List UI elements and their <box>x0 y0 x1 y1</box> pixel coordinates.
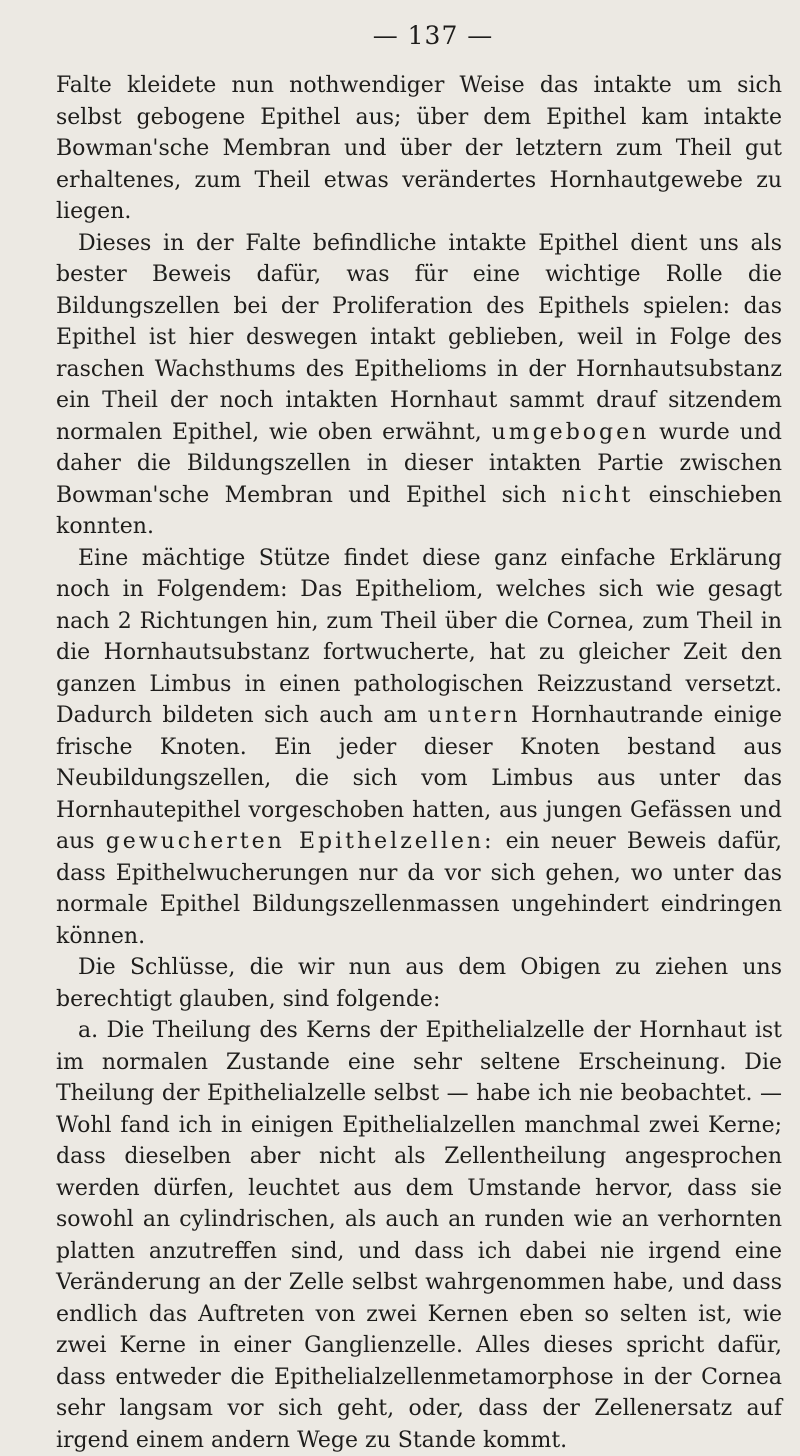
body-text <box>56 70 782 1456</box>
page-number: — 137 — <box>372 21 494 50</box>
paragraph-2 <box>56 228 782 543</box>
conclusion-item-a: a. Die Theilung des Kerns der Epithelialzelle der Hornhaut ist im normalen Zustande eine sehr seltene Erscheinung. Die Theilung der Epithelialzelle selbst — habe ich nie beobachtet. — Wohl fand ich in einigen Epithelialzellen manchmal zwei Kerne; dass dieselben aber nicht als Zellentheilung angesprochen werden dürfen, leuchtet aus dem Umstande hervor, dass sie sowohl an cylindrischen, als auch an runden wie an verhornten platten anzutreffen sind, und dass ich dabei nie irgend eine Veränderung an der Zelle selbst wahrgenommen habe, und dass endlich das Auftreten von zwei Kernen eben so selten ist, wie zwei Kerne in einer Ganglienzelle. Alles dieses spricht dafür, dass entweder die Epithelialzellenmetamorphose in der Cornea sehr langsam vor sich geht, oder, dass der Zellenersatz auf irgend einem andern Wege zu Stande kommt. <box>56 1018 782 1453</box>
paragraph-2-text-a: Dieses in der Falte befindliche intakte Epithel dient uns als bester Beweis dafür, was für eine wichtige Rolle die Bildungszellen bei der Proliferation des Epithels spielen: das Epithel ist hier deswegen intakt geblieben, weil in Folge des raschen Wachsthums des Epithelioms in der Hornhautsubstanz ein Theil der noch intakten Hornhaut sammt drauf sitzendem normalen Epithel, wie oben erwähnt, <box>56 230 782 445</box>
paragraph-3-text-c: ein neuer Beweis dafür, dass Epithelwucherungen nur da vor sich gehen, wo unter das normale Epithel Bildungszellenmassen ungehindert eindringen können. <box>56 829 782 949</box>
paragraph-3-text-a: Eine mächtige Stütze findet diese ganz einfache Erklärung noch in Folgendem: Das Epitheliom, welches sich wie gesagt nach 2 Richtungen hin, zum Theil über die Cornea, zum Theil in die Hornhautsubstanz fortwucherte, hat zu gleicher Zeit den ganzen Limbus in einen pathologischen Reizzustand versetzt. Dadurch bildeten sich auch am <box>56 545 782 728</box>
paragraph-3 <box>56 543 782 953</box>
paragraph-4: Die Schlüsse, die wir nun aus dem Obigen zu ziehen uns berechtigt glauben, sind folgende: <box>56 955 782 1012</box>
paragraph-3-spaced-untern: untern <box>427 703 521 728</box>
paragraph-2-text-b: wurde und daher die Bildungszellen in dieser intakten Partie zwischen Bowman'sche Membran und Epithel sich <box>56 419 782 508</box>
paragraph-3-spaced-epithelzellen: gewucherten Epithelzellen: <box>105 829 495 854</box>
paragraph-3-text-b: Hornhautrande einige frische Knoten. Ein jeder dieser Knoten bestand aus Neubildungszellen, die sich vom Limbus aus unter das Hornhautepithel vorgeschoben hatten, aus jungen Gefässen und aus <box>56 703 783 854</box>
paragraph-1: Falte kleidete nun nothwendiger Weise das intakte um sich selbst gebogene Epithel aus; über dem Epithel kam intakte Bowman'sche Membran und über der letztern zum Theil gut erhaltenes, zum Theil etwas verändertes Hornhautgewebe zu liegen. <box>56 73 782 224</box>
paragraph-2-spaced-umgebogen: umgebogen <box>491 419 650 445</box>
paragraph-2-spaced-nicht: nicht <box>561 482 634 508</box>
paragraph-2-text-c: einschieben konnten. <box>56 482 783 539</box>
